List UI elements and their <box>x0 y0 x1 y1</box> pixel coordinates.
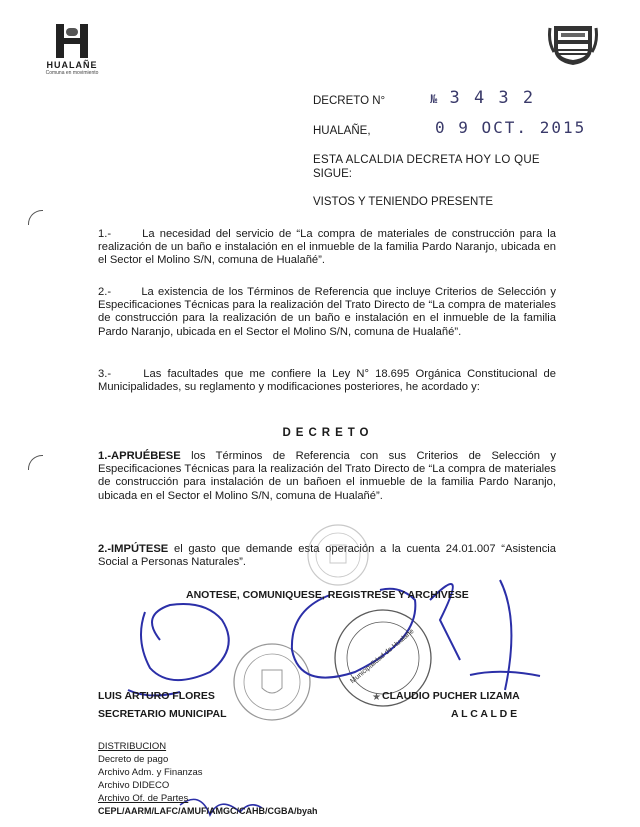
considerando-text: La necesidad del servicio de “La compra de materiales de construcción para la realización de un baño e instalación en el inmueble de la familia Pardo Naranjo, ubicada en el Sector el Molino S/N, comuna de Hualañé”. <box>98 228 556 267</box>
mayor-name: CLAUDIO PUCHER LIZAMA <box>382 690 520 702</box>
seal-text: Municipalidad de Hualañé <box>349 627 416 686</box>
logo-name: HUALAÑE <box>46 60 98 70</box>
considerando-text: La existencia de los Términos de Referencia que incluye Criterios de Selección y Especificaciones Técnicas para la realización del Trato Directo de “La compra de materiales de construcción para la realización de un baño e instalación en el inmueble de la familia Pardo Naranjo, ubicada en el Sector el Molino S/N, comuna de Hualañé”. <box>98 286 557 338</box>
distribution-title: DISTRIBUCION <box>98 741 167 752</box>
place-label: HUALAÑE, <box>313 125 371 137</box>
distribution-item: Decreto de pago <box>98 754 169 765</box>
resolutivo-text: los Términos de Referencia con sus Criterios de Selección y Especificaciones Técnicas para la realización del Trato Directo de “La compra de materiales de construcción para instalación de un bañoen el inmueble de la familia Pardo Naranjo, ubicada en el Sector el Molino S/N, comuna de Hualañé”. <box>98 450 556 502</box>
decreto-label: DECRETO N° <box>313 95 386 107</box>
alcaldia-line-1: ESTA ALCALDIA DECRETA HOY LO QUE <box>313 154 540 166</box>
anotese-line: ANOTESE, COMUNIQUESE, REGISTRESE Y ARCHIVESE <box>186 589 469 601</box>
distribution-item: Archivo Adm. y Finanzas <box>98 767 203 778</box>
logo-subtitle: Comuna en movimiento <box>45 70 99 76</box>
decreto-title: DECRETO <box>282 427 374 439</box>
distribution-item: Archivo DIDECO <box>98 780 170 791</box>
date-stamp: 0 9 OCT. 2015 <box>435 118 587 137</box>
resolutivo-text: el gasto que demande esta operación a la cuenta 24.01.007 “Asistencia Social a Personas Naturales”. <box>98 543 556 569</box>
mayor-title: A L C A L D E <box>451 708 518 720</box>
distribution-list <box>98 740 318 818</box>
svg-text:★: ★ <box>372 692 381 703</box>
resolutivo-lead: 1.-APRUÉBESE <box>98 450 181 462</box>
secretary-seal <box>234 644 310 720</box>
resolutivo-lead: 2.-IMPÚTESE <box>98 543 169 555</box>
distribution-item: Archivo Of. de Partes <box>98 793 189 804</box>
number-sign-icon: № <box>430 92 438 106</box>
secretary-name: LUIS ARTURO FLORES <box>98 690 215 702</box>
considerando-number: 3.- <box>98 368 112 380</box>
secretary-title: SECRETARIO MUNICIPAL <box>98 708 227 720</box>
faded-seal-top <box>308 525 368 585</box>
considerando-text: Las facultades que me confiere la Ley N° 18.695 Orgánica Constitucional de Municipalidades, su reglamento y modificaciones posteriores, he acordado y: <box>98 368 557 394</box>
considerando-number: 1.- <box>98 228 112 240</box>
alcaldia-line-2: SIGUE: <box>313 168 352 180</box>
decreto-number: 3 4 3 2 <box>449 88 536 108</box>
considerando-number: 2.- <box>98 286 112 298</box>
distribution-initials: CEPL/AARM/LAFC/AMUF/AMGC/CAHB/CGBA/byah <box>98 806 318 816</box>
vistos-heading: VISTOS Y TENIENDO PRESENTE <box>313 196 494 208</box>
